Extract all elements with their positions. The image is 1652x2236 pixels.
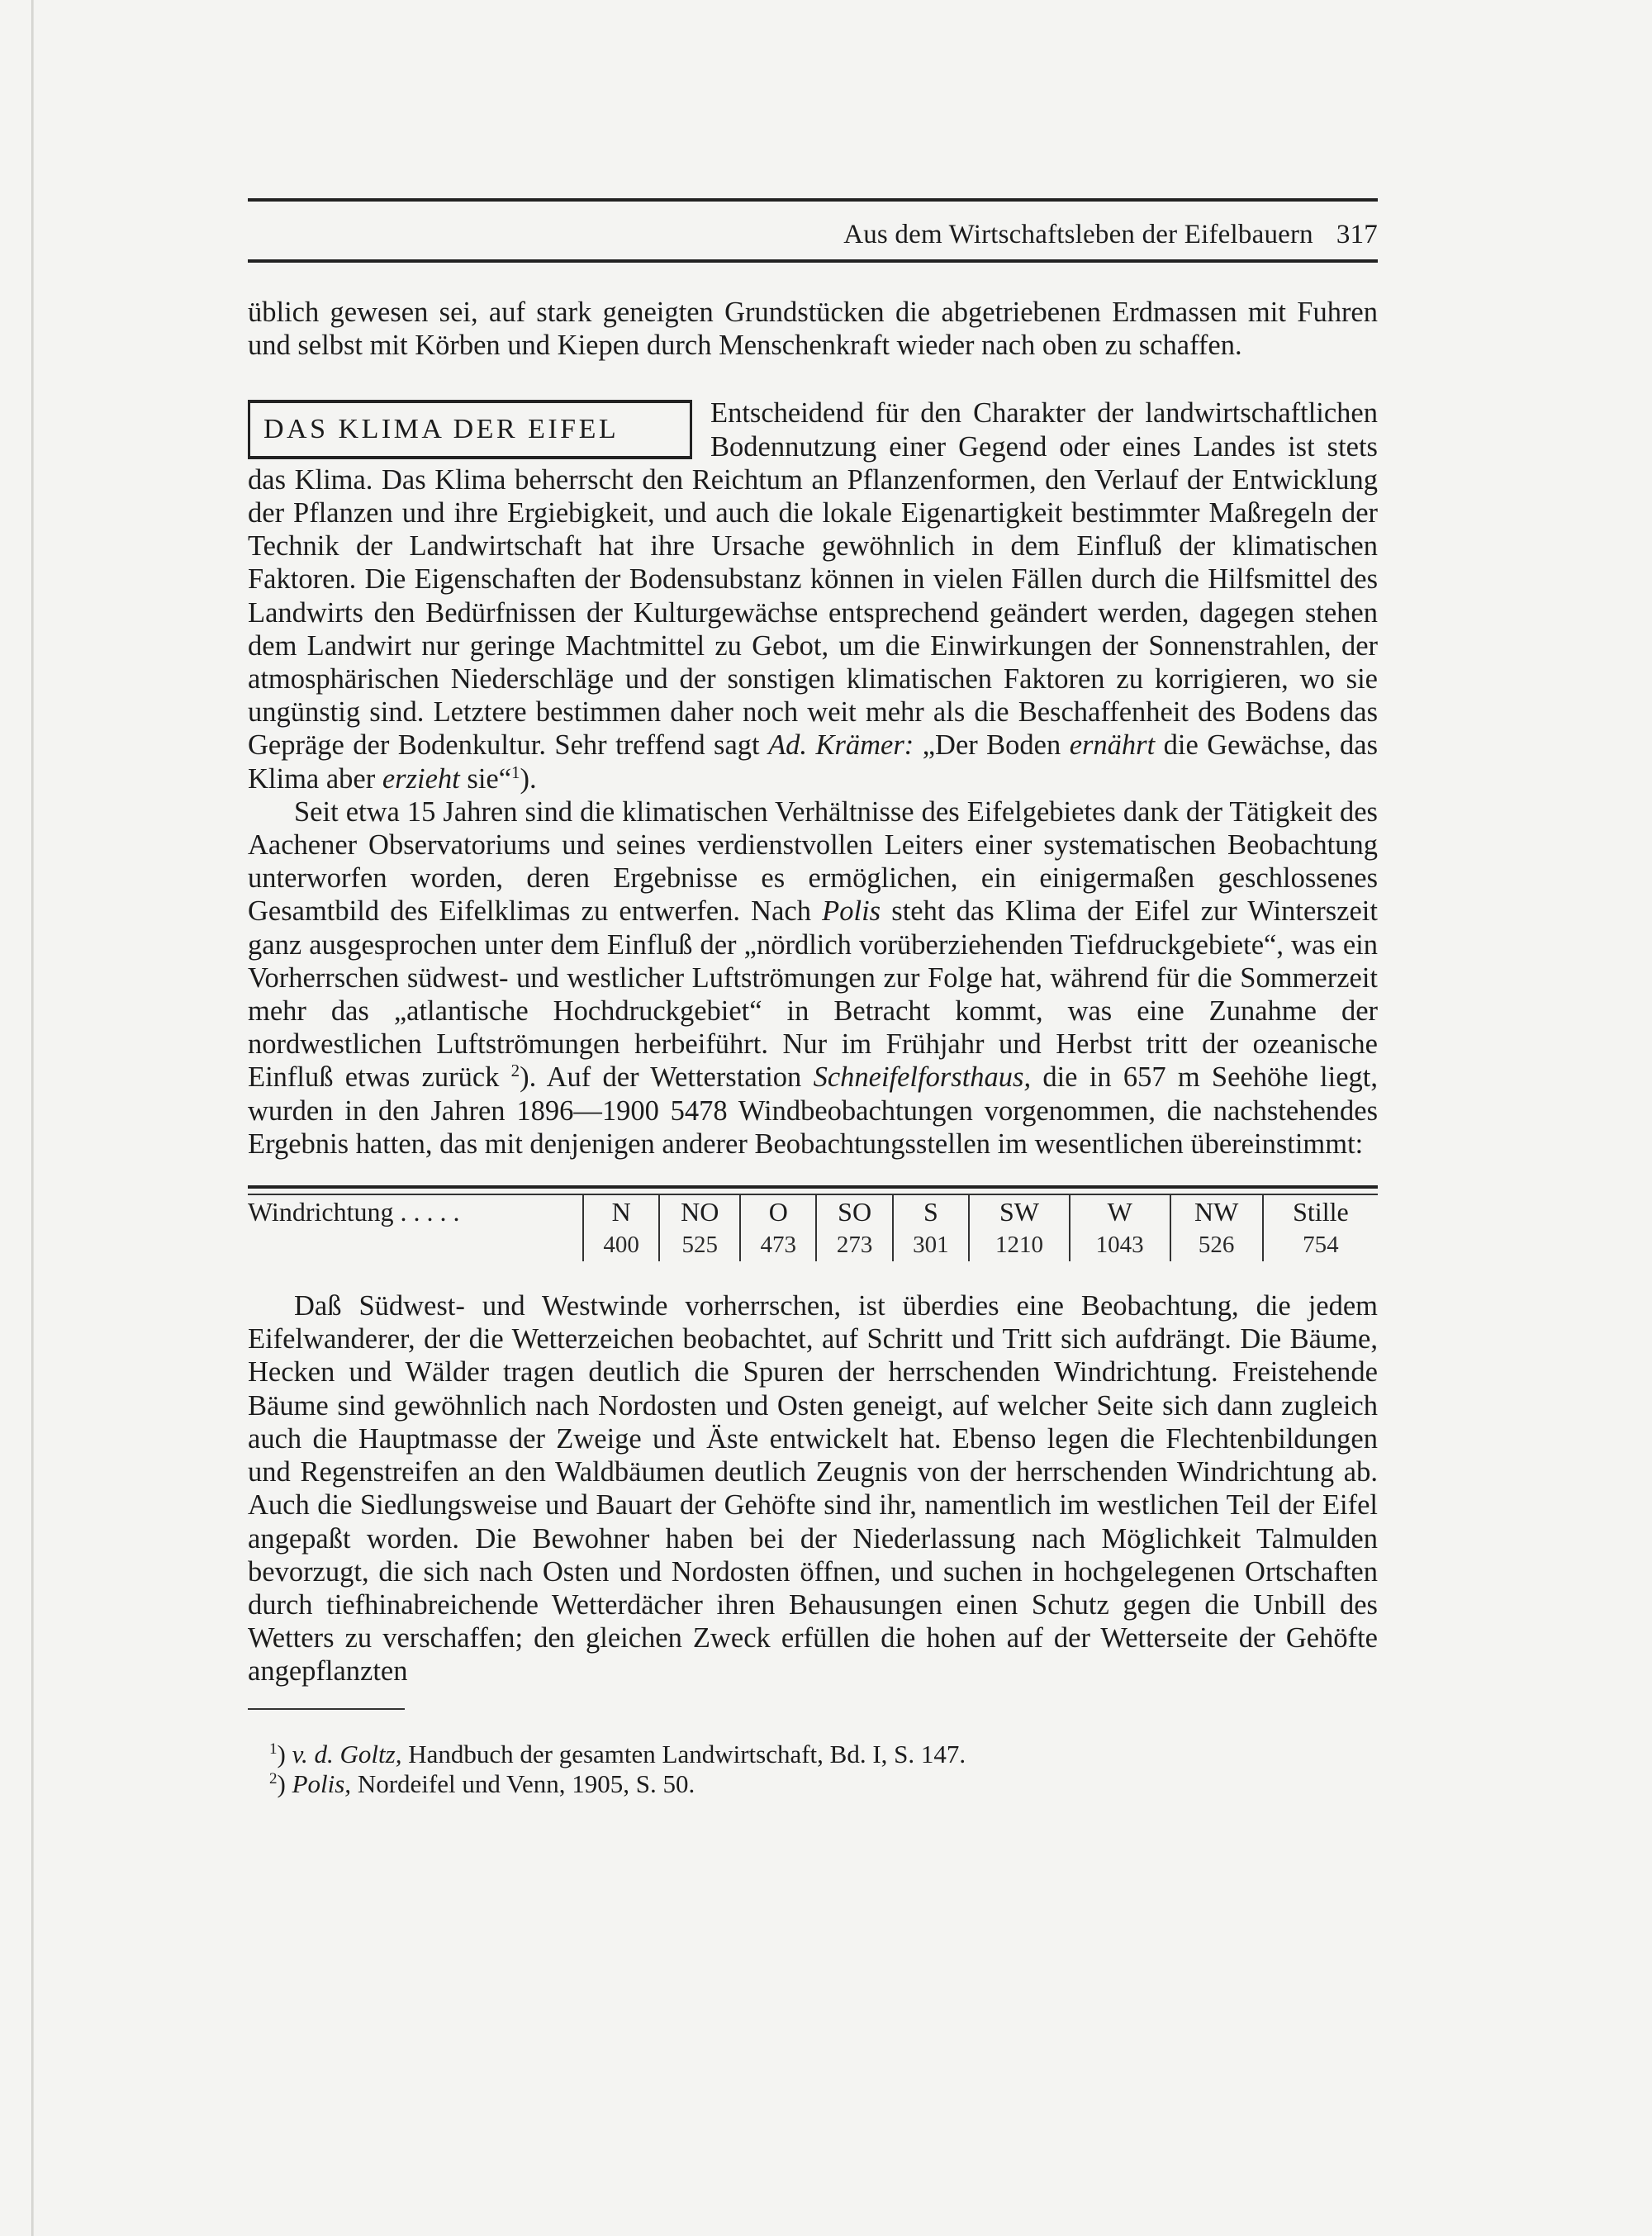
observations-text-a: Seit etwa 15 Jahren sind die klimatischen Verhältnisse des Eifelgebietes dank der Tätigkeit des Aachener Observatoriums und seines verdienstvollen Leiters einer systematischen Beobachtung unterworfen worden, deren Ergebnisse es ermöglichen, ein einigermaßen geschlossenes Gesamtbild des Eifelklimas zu entwerfen. Nach	[248, 795, 1378, 928]
running-head	[248, 202, 1378, 259]
direction-o: O	[740, 1195, 816, 1228]
section-heading: DAS KLIMA DER EIFEL	[248, 400, 692, 459]
count-n: 400	[583, 1228, 659, 1261]
footnote-paren: )	[277, 1739, 292, 1768]
quote-emphasis-erzieht: erzieht	[382, 762, 460, 795]
direction-w: W	[1070, 1195, 1170, 1228]
footnotes	[248, 1740, 1378, 1799]
table-row-counts	[248, 1228, 1378, 1261]
direction-n: N	[583, 1195, 659, 1228]
paragraph-prevailing-winds: Daß Südwest- und Westwinde vorherrschen, ist überdies eine Beobachtung, die jedem Eifelwanderer, der die Wetterzeichen beobachtet, auf Schritt und Tritt sich aufdrängt. Die Bäume, Hecken und Wälder tragen deutlich die Spuren der herrschenden Windrichtung. Freistehende Bäume sind gewöhnlich nach Nordosten und Osten geneigt, auf welcher Seite sich dann zugleich auch die Hauptmasse der Zweige und Äste entwickelt hat. Ebenso legen die Flechtenbildungen und Regenstreifen an den Waldbäumen deutlich Zeugnis von der herrschenden Windrichtung ab. Auch die Siedlungsweise und Bauart der Gehöfte sind ihr, namentlich im westlichen Teil der Eifel angepaßt worden. Die Bewohner haben bei der Niederlassung nach Möglichkeit Talmulden bevorzugt, die sich nach Osten und Nordosten öffnen, und suchen in hochgelegenen Ortschaften durch tiefhinabreichende Wetterdächer ihren Behausungen einen Schutz gegen die Unbill des Wetters zu verschaffen; den gleichen Zweck erfüllen die hohen auf der Wetterseite der Gehöfte angepflanzten	[248, 1290, 1378, 1688]
footnote-marker-2: 2	[269, 1769, 278, 1787]
count-no: 525	[659, 1228, 740, 1261]
section-klima	[248, 396, 1378, 795]
quote-part-a: „Der Boden	[914, 729, 1070, 762]
running-title: Aus dem Wirtschaftsleben der Eifelbauern	[843, 220, 1313, 249]
count-s: 301	[893, 1228, 969, 1261]
count-so: 273	[816, 1228, 892, 1261]
count-nw: 526	[1170, 1228, 1263, 1261]
observations-text-b: steht das Klima der Eifel zur Winterszeit ganz ausgesprochen unter dem Einfluß der „nördlich vorüberziehenden Tiefdruckgebiete“, was ein Vorherrschen südwest- und westlicher Luftströmungen zur Folge hat, während für die Sommerzeit mehr das „atlantische Hochdruckgebiet“ in Betracht kommt, was eine Zunahme der nordwestlichen Luftströmungen herbeiführt. Nur im Frühjahr und Herbst tritt der ozeanische Einfluß etwas zurück	[248, 895, 1378, 1094]
footnote-ref-1[interactable]: 1	[511, 762, 520, 782]
count-stille: 754	[1263, 1228, 1378, 1261]
count-sw: 1210	[969, 1228, 1070, 1261]
observations-text-c: ). Auf der Wetterstation	[520, 1061, 814, 1094]
count-o: 473	[740, 1228, 816, 1261]
direction-so: SO	[816, 1195, 892, 1228]
page-binding-edge	[31, 0, 34, 2236]
table-top-rule-thick	[248, 1185, 1378, 1189]
quote-emphasis-ernaehrt: ernährt	[1069, 729, 1156, 762]
direction-s: S	[893, 1195, 969, 1228]
wind-direction-table	[248, 1185, 1378, 1261]
author-polis: Polis	[822, 895, 881, 928]
table-row-directions	[248, 1195, 1378, 1228]
footnote-1	[269, 1740, 1378, 1769]
footnote-separator	[248, 1708, 405, 1710]
footnote-ref-2[interactable]: 2	[510, 1061, 520, 1081]
page-number: 317	[1336, 220, 1378, 249]
footnote-2-text: Nordeifel und Venn, 1905, S. 50.	[351, 1768, 695, 1798]
footnote-paren: )	[277, 1768, 292, 1798]
paragraph-observations	[248, 795, 1378, 1161]
footnote-1-author: v. d. Goltz,	[292, 1739, 402, 1768]
direction-sw: SW	[969, 1195, 1070, 1228]
count-w: 1043	[1070, 1228, 1170, 1261]
author-kraemer: Ad. Krämer:	[768, 729, 914, 762]
wind-table	[248, 1195, 1378, 1261]
book-page	[248, 198, 1378, 1799]
row-label-empty	[248, 1228, 583, 1261]
direction-stille: Stille	[1263, 1195, 1378, 1228]
station-name: Schneifelforsthaus,	[813, 1061, 1032, 1094]
footnote-2	[269, 1769, 1378, 1799]
observations-text-d: die in 657 m Seehöhe liegt, wurden in den Jahren 1896—1900 5478 Windbeobachtungen vorgenommen, die nachstehendes Ergebnis hatten, das mit denjenigen anderer Beobachtungsstellen im wesentlichen übereinstimmt:	[248, 1061, 1379, 1160]
footnote-marker-1: 1	[269, 1740, 278, 1758]
quote-part-c: sie“	[459, 762, 512, 795]
klima-intro-text: Entscheidend für den Charakter der landwirtschaftlichen Bodennutzung einer Gegend oder eines Landes ist stets das Klima. Das Klima beherrscht den Reichtum an Pflanzenformen, den Verlauf der Entwicklung der Pflanzen und ihre Ergiebigkeit, und auch die lokale Eigenartigkeit bestimmter Maßregeln der Technik der Landwirtschaft hat ihre Ursache gewöhnlich in dem Einfluß der klimatischen Faktoren. Die Eigenschaften der Bodensubstanz können in vielen Fällen durch die Hilfsmittel des Landwirts den Bedürfnissen der Kulturgewächse entsprechend geändert werden, dagegen stehen dem Landwirt nur geringe Machtmittel zu Gebot, um die Einwirkungen der Sonnenstrahlen, der atmosphärischen Niederschläge und der sonstigen klimatischen Faktoren zu korrigieren, wo sie ungünstig sind. Letztere bestimmen daher noch weit mehr als die Beschaffenheit des Bodens das Gepräge der Bodenkultur. Sehr treffend sagt	[248, 397, 1378, 762]
header-bottom-rule	[248, 259, 1378, 263]
direction-nw: NW	[1170, 1195, 1263, 1228]
row-label-windrichtung: Windrichtung . . . . .	[248, 1197, 460, 1227]
quote-end: ).	[520, 762, 537, 795]
footnote-1-text: Handbuch der gesamten Landwirtschaft, Bd. I, S. 147.	[401, 1739, 966, 1768]
quote-part-b: die Gewächse, das Klima aber	[248, 729, 1379, 795]
footnote-2-author: Polis,	[292, 1768, 352, 1798]
paragraph-erosion-end: üblich gewesen sei, auf stark geneigten Grundstücken die abgetriebenen Erdmassen mit Fuhren und selbst mit Körben und Kiepen durch Menschenkraft wieder nach oben zu schaffen.	[248, 297, 1378, 362]
direction-no: NO	[659, 1195, 740, 1228]
